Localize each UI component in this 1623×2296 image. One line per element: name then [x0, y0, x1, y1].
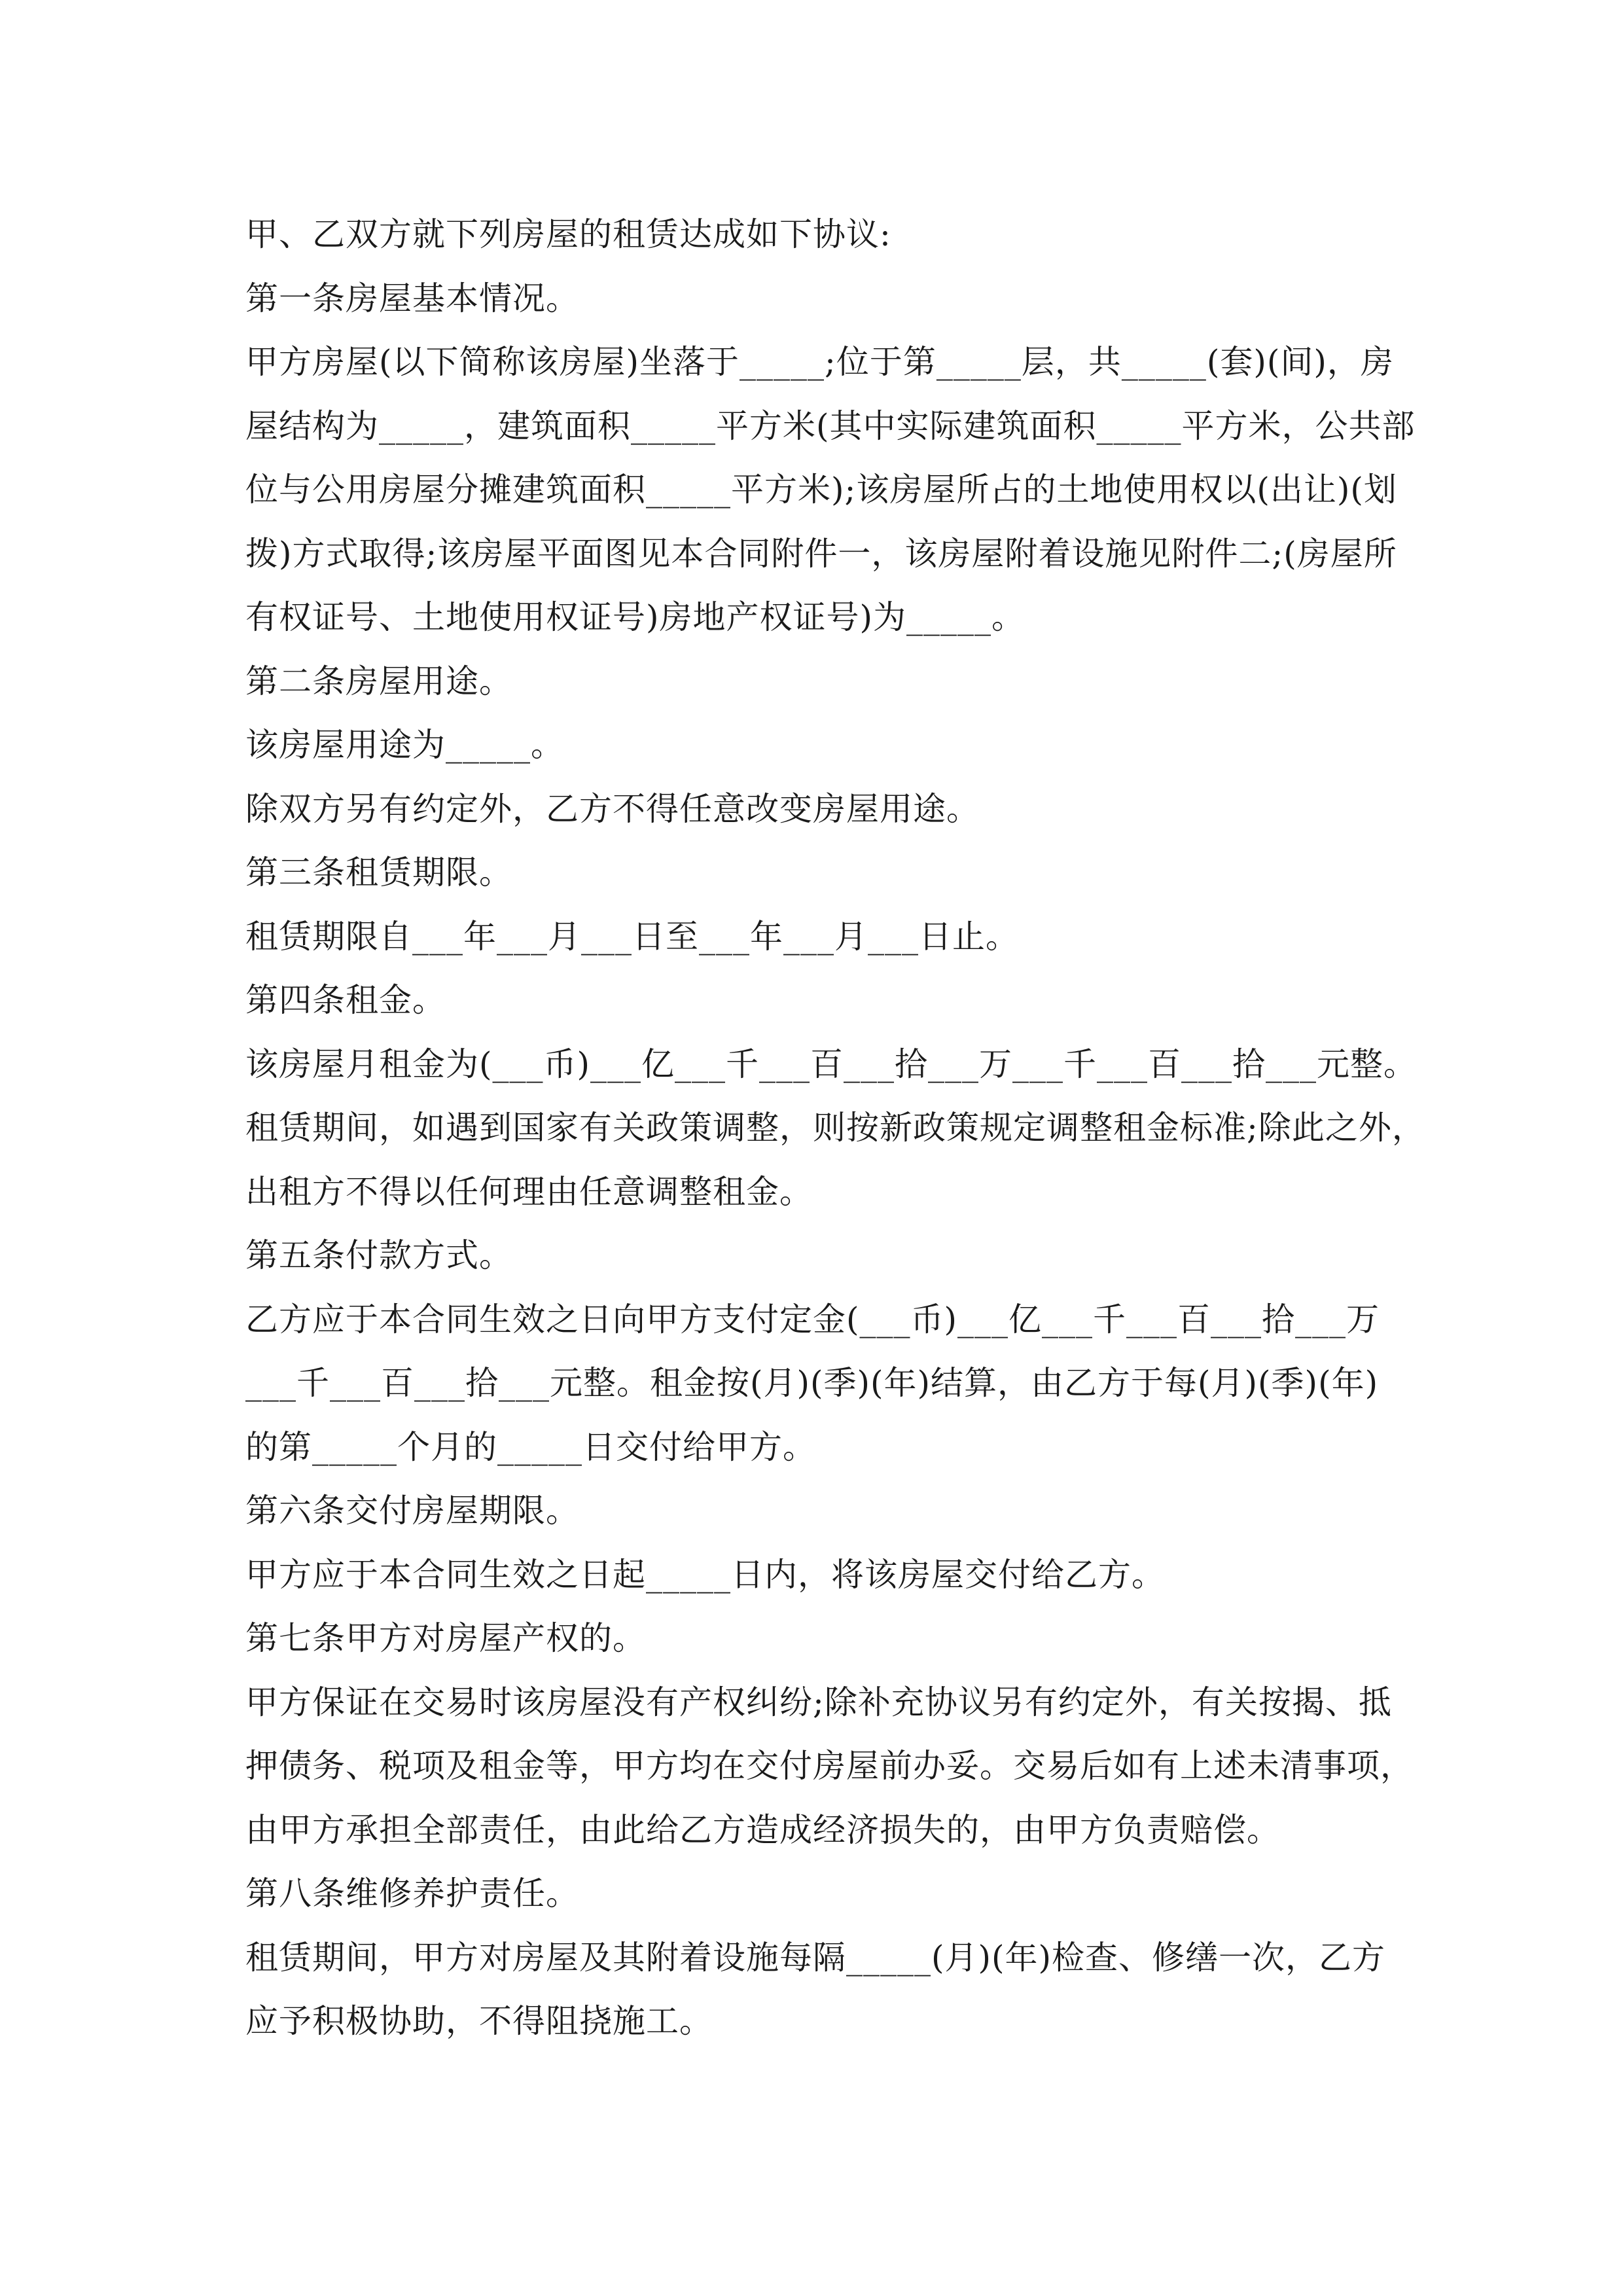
- article-2-heading: 第二条房屋用途。: [245, 662, 512, 700]
- intro-text: 甲、乙双方就下列房屋的租赁达成如下协议:: [245, 215, 891, 253]
- paragraph-line: 押债务、税项及租金等，甲方均在交付房屋前办妥。交易后如有上述未清事项，: [245, 1747, 1414, 1785]
- paragraph-line: 除双方另有约定外，乙方不得任意改变房屋用途。: [245, 789, 980, 828]
- article-3-heading: 第三条租赁期限。: [245, 853, 512, 891]
- paragraph-line: 出租方不得以任何理由任意调整租金。: [245, 1172, 813, 1211]
- paragraph-line: 有权证号、土地使用权证号)房地产权证号)为_____。: [245, 598, 1026, 636]
- paragraph-line: 屋结构为_____，建筑面积_____平方米(其中实际建筑面积_____平方米，公共部: [245, 406, 1416, 445]
- paragraph-line: 应予积极协助，不得阻挠施工。: [245, 2002, 713, 2040]
- paragraph-line: 该房屋用途为_____。: [245, 726, 564, 764]
- article-7-heading: 第七条甲方对房屋产权的。: [245, 1619, 646, 1657]
- paragraph-line: 拨)方式取得;该房屋平面图见本合同附件一，该房屋附着设施见附件二;(房屋所: [245, 534, 1397, 573]
- paragraph-line: 由甲方承担全部责任，由此给乙方造成经济损失的，由甲方负责赔偿。: [245, 1810, 1280, 1849]
- paragraph-line: 甲方应于本合同生效之日起_____日内，将该房屋交付给乙方。: [245, 1555, 1165, 1594]
- paragraph-line: 租赁期间，如遇到国家有关政策调整，则按新政策规定调整租金标准;除此之外，: [245, 1109, 1425, 1147]
- document-body: [245, 203, 1425, 2054]
- paragraph-line: 该房屋月租金为(___币)___亿___千___百___拾___万___千___百___拾___元整。: [245, 1045, 1418, 1083]
- paragraph-line: 租赁期限自___年___月___日至___年___月___日止。: [245, 917, 1019, 956]
- article-5-heading: 第五条付款方式。: [245, 1236, 512, 1274]
- paragraph-line: ___千___百___拾___元整。租金按(月)(季)(年)结算，由乙方于每(月)(季)(年): [245, 1364, 1379, 1402]
- paragraph-line: 的第_____个月的_____日交付给甲方。: [245, 1427, 816, 1466]
- article-6-heading: 第六条交付房屋期限。: [245, 1492, 579, 1530]
- paragraph-line: 乙方应于本合同生效之日向甲方支付定金(___币)___亿___千___百___拾___万: [245, 1300, 1380, 1338]
- article-4-heading: 第四条租金。: [245, 981, 446, 1019]
- article-1-heading: 第一条房屋基本情况。: [245, 279, 579, 317]
- paragraph-line: 位与公用房屋分摊建筑面积_____平方米);该房屋所占的土地使用权以(出让)(划: [245, 471, 1397, 509]
- article-8-heading: 第八条维修养护责任。: [245, 1874, 579, 1912]
- paragraph-line: 甲方保证在交易时该房屋没有产权纠纷;除补充协议另有约定外，有关按揭、抵: [245, 1683, 1392, 1721]
- paragraph-line: 甲方房屋(以下简称该房屋)坐落于_____;位于第_____层，共_____(套)(间)，房: [245, 343, 1394, 381]
- paragraph-line: 租赁期间，甲方对房屋及其附着设施每隔_____(月)(年)检查、修缮一次，乙方: [245, 1938, 1386, 1977]
